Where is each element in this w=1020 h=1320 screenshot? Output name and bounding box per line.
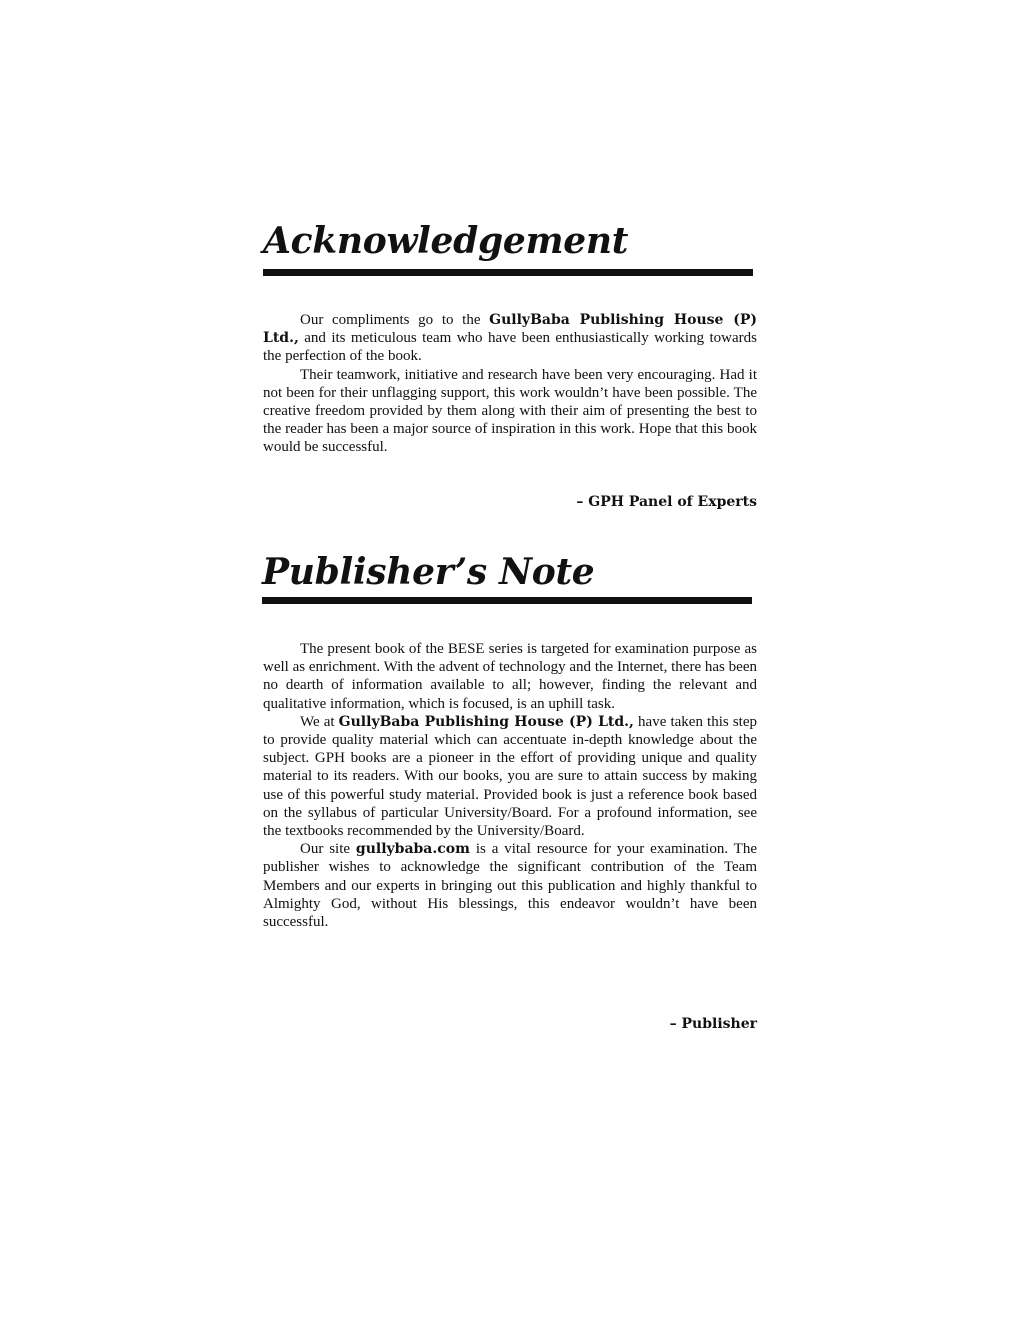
publishers-note-heading: Publisher’s Note — [262, 551, 595, 593]
acknowledgement-body — [263, 311, 757, 457]
acknowledgement-heading: Acknowledgement — [263, 220, 629, 262]
acknowledgement-signature: – GPH Panel of Experts — [576, 494, 757, 510]
publishers-note-p2-publisher-name: GullyBaba Publishing House (P) Ltd., — [338, 713, 634, 730]
publishers-note-site-url: gullybaba.com — [355, 841, 470, 858]
acknowledgement-p1-text-b: and its meticulous team who have been enthusiastically working towards the perfection of the book. — [263, 330, 757, 365]
acknowledgement-rule — [263, 269, 753, 276]
acknowledgement-section — [263, 219, 757, 276]
publishers-note-section — [262, 550, 756, 604]
acknowledgement-paragraph-1 — [263, 311, 757, 366]
publishers-note-paragraph-1: The present book of the BESE series is targeted for examination purpose as well as enrichment. With the advent of technology and the Internet, there has been no dearth of information available to all; however, finding the relevant and qualitative information, which is focused, is an uphill task. — [263, 641, 757, 712]
publishers-note-rule — [262, 597, 752, 604]
publishers-note-p2-text-a: We at — [300, 713, 339, 730]
publishers-note-body — [263, 640, 757, 931]
publishers-note-p2-text-b: have taken this step to provide quality material which can accentuate in-depth knowledge about the subject. GPH books are a pioneer in the effort of providing unique and quality material to its readers. With our books, you are sure to attain success by making use of this powerful study material. Provided book is just a reference book based on the syllabus of particular University/Board. For a profound information, see the textbooks recommended by the University/Board. — [263, 713, 757, 840]
publishers-note-paragraph-2 — [263, 713, 757, 840]
publishers-note-p3-text-a: Our site — [300, 841, 356, 858]
publishers-note-p3-text-b: is a vital resource for your examination. The publisher wishes to acknowledge the significant contribution of the Team Members and our experts in bringing out this publication and highly thankful to Almighty God, without His blessings, this endeavor wouldn’t have been successful. — [263, 841, 757, 931]
acknowledgement-p1-publisher-name: GullyBaba Publishing House (P) Ltd., — [263, 312, 757, 347]
acknowledgement-signature-wrap — [263, 493, 757, 511]
publishers-note-signature-wrap — [263, 1015, 757, 1033]
publishers-note-paragraph-3 — [263, 840, 757, 931]
publishers-note-signature: – Publisher — [669, 1016, 757, 1032]
acknowledgement-p1-text-a: Our compliments go to the — [300, 312, 490, 328]
acknowledgement-paragraph-2: Their teamwork, initiative and research have been very encouraging. Had it not been for their unflagging support, this work wouldn’t have been possible. The creative freedom provided by them along with their aim of presenting the best to the reader has been a major source of inspiration in this work. Hope that this book would be successful. — [263, 366, 757, 456]
